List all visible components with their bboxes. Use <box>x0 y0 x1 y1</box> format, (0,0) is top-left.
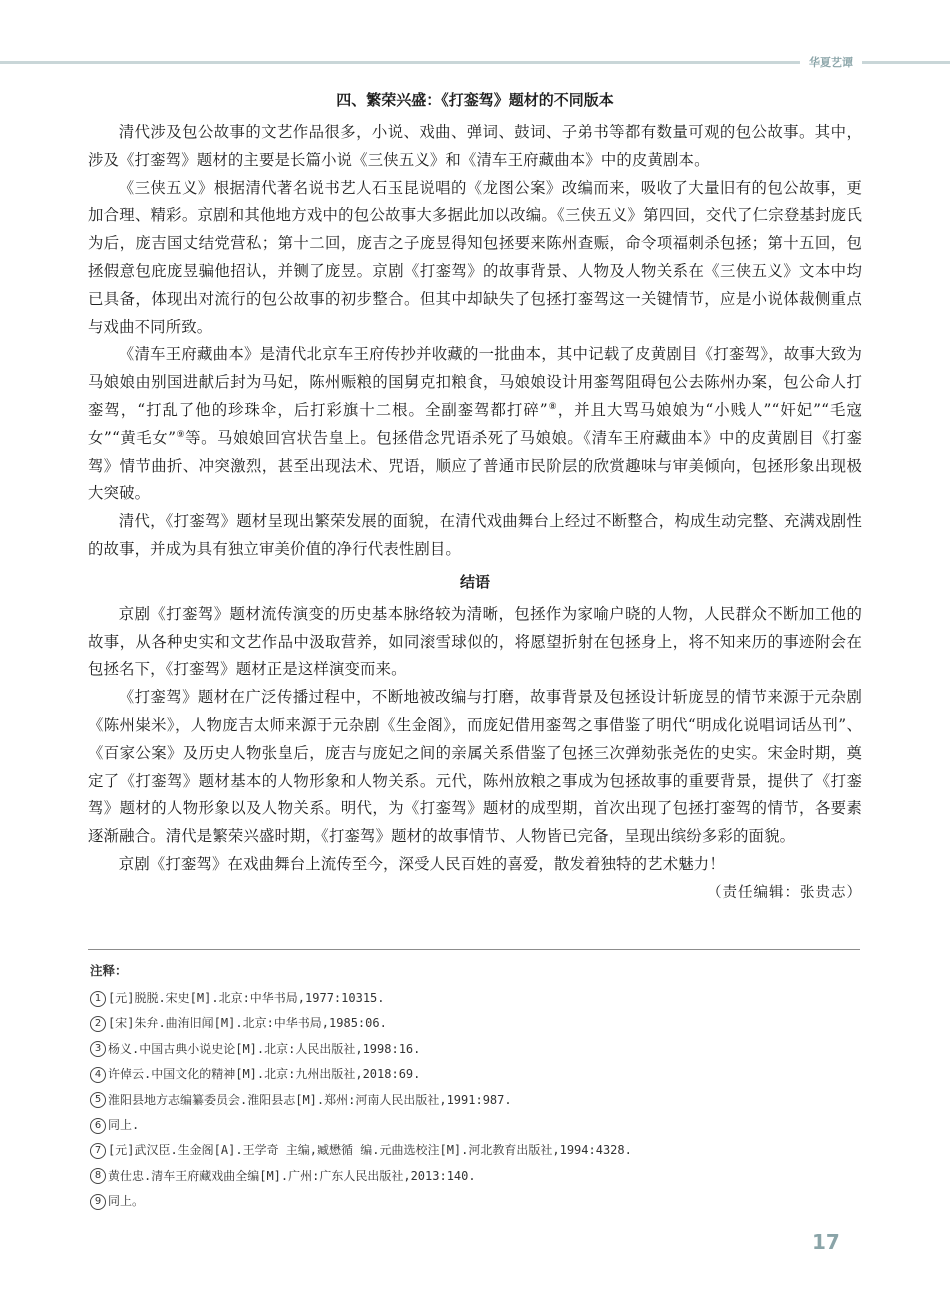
editor-credit: （责任编辑：张贵志） <box>707 884 862 901</box>
note-text: 同上. <box>108 1117 140 1132</box>
notes-heading: 注释： <box>90 963 128 978</box>
paragraph: 清代涉及包公故事的文艺作品很多，小说、戏曲、弹词、鼓词、子弟书等都有数量可观的包公故事。其中，涉及《打銮驾》题材的主要是长篇小说《三侠五义》和《清车王府藏曲本》中的皮黄剧本。 <box>88 123 862 169</box>
note-text: [宋]朱弁.曲洧旧闻[M].北京:中华书局,1985:06. <box>108 1016 387 1031</box>
paragraph: 京剧《打銮驾》在戏曲舞台上流传至今，深受人民百姓的喜爱，散发着独特的艺术魅力！ <box>118 854 725 873</box>
note-item <box>90 1164 850 1189</box>
note-text: 许倬云.中国文化的精神[M].北京:九州出版社,2018:69. <box>108 1067 421 1082</box>
note-item <box>90 1062 850 1087</box>
paragraph <box>88 341 862 508</box>
note-marker: 8 <box>90 1168 106 1184</box>
note-marker: 3 <box>90 1041 106 1057</box>
footnote-ref-9: ⑨ <box>176 429 186 440</box>
note-item <box>90 1113 850 1138</box>
note-item <box>90 986 850 1011</box>
journal-label: 华夏艺谭 <box>809 56 853 69</box>
paragraph-text: ，并且大骂马娘娘为“小贱人”“奸妃”“毛寇女”“黄毛女” <box>88 400 862 447</box>
notes-section <box>90 960 850 1215</box>
notes-divider <box>88 949 860 950</box>
note-item <box>90 1011 850 1036</box>
paragraph: 《三侠五义》根据清代著名说书艺人石玉昆说唱的《龙图公案》改编而来，吸收了大量旧有的包公故事，更加合理、精彩。京剧和其他地方戏中的包公故事大多据此加以改编。《三侠五义》第四回，交代了仁宗登基封庞氏为后，庞吉国丈结党营私；第十二回，庞吉之子庞昱得知包拯要来陈州查赈，命令项福刺杀包拯；第十五回，包拯假意包庇庞昱骗他招认，并铡了庞昱。京剧《打銮驾》的故事背景、人物及人物关系在《三侠五义》文本中均已具备，体现出对流行的包公故事的初步整合。但其中却缺失了包拯打銮驾这一关键情节，应是小说体裁侧重点与戏曲不同所致。 <box>88 178 862 336</box>
article-body <box>88 86 862 905</box>
note-marker: 5 <box>90 1092 106 1108</box>
note-text: 淮阳县地方志编纂委员会.淮阳县志[M].郑州:河南人民出版社,1991:987. <box>108 1092 512 1107</box>
section-title: 四、繁荣兴盛：《打銮驾》题材的不同版本 <box>336 91 614 109</box>
note-marker: 7 <box>90 1143 106 1159</box>
note-text: [元]武汉臣.生金阁[A].王学奇 主编,臧懋循 编.元曲选校注[M].河北教育出版社,1994:4328. <box>108 1143 632 1158</box>
note-item <box>90 1138 850 1163</box>
note-marker: 1 <box>90 991 106 1007</box>
header-rule-right <box>862 61 950 64</box>
note-text: [元]脱脱.宋史[M].北京:中华书局,1977:10315. <box>108 991 385 1005</box>
note-marker: 6 <box>90 1118 106 1134</box>
note-item <box>90 1037 850 1062</box>
note-marker: 4 <box>90 1067 106 1083</box>
page-number: 17 <box>812 1230 840 1254</box>
note-text: 同上。 <box>108 1194 145 1209</box>
paragraph: 《打銮驾》题材在广泛传播过程中，不断地被改编与打磨，故事背景及包拯设计斩庞昱的情节来源于元杂剧《陈州粜米》，人物庞吉太师来源于元杂剧《生金阁》，而庞妃借用銮驾之事借鉴了明代“明成化说唱词话丛刊”、《百家公案》及历史人物张皇后，庞吉与庞妃之间的亲属关系借鉴了包拯三次弹劾张尧佐的史实。宋金时期，奠定了《打銮驾》题材基本的人物形象和人物关系。元代，陈州放粮之事成为包拯故事的重要背景，提供了《打銮驾》题材的人物形象以及人物关系。明代，为《打銮驾》题材的成型期，首次出现了包拯打銮驾的情节，各要素逐渐融合。清代是繁荣兴盛时期，《打銮驾》题材的故事情节、人物皆已完备，呈现出缤纷多彩的面貌。 <box>88 688 862 846</box>
note-item <box>90 1189 850 1214</box>
header-rule-left <box>0 61 800 64</box>
paragraph-text: 等。马娘娘回宫状告皇上。包拯借念咒语杀死了马娘娘。《清车王府藏曲本》中的皮黄剧目《打銮驾》情节曲折、冲突激烈，甚至出现法术、咒语，顺应了普通市民阶层的欣赏趣味与审美倾向，包拯形象出现极大突破。 <box>88 428 862 503</box>
paragraph: 京剧《打銮驾》题材流传演变的历史基本脉络较为清晰，包拯作为家喻户晓的人物，人民群众不断加工他的故事，从各种史实和文艺作品中汲取营养，如同滚雪球似的，将愿望折射在包拯身上，将不知来历的事迹附会在包拯名下，《打銮驾》题材正是这样演变而来。 <box>88 604 862 679</box>
note-marker: 9 <box>90 1194 106 1210</box>
conclusion-title: 结语 <box>459 572 490 591</box>
note-text: 杨义.中国古典小说史论[M].北京:人民出版社,1998:16. <box>108 1041 421 1056</box>
note-text: 黄仕忠.清车王府藏戏曲全编[M].广州:广东人民出版社,2013:140. <box>108 1168 476 1183</box>
paragraph: 清代，《打銮驾》题材呈现出繁荣发展的面貌，在清代戏曲舞台上经过不断整合，构成生动完整、充满戏剧性的故事，并成为具有独立审美价值的净行代表性剧目。 <box>88 512 862 558</box>
note-item <box>90 1088 850 1113</box>
note-marker: 2 <box>90 1016 106 1032</box>
footnote-ref-8: ⑧ <box>547 401 558 412</box>
paragraph-text: 《清车王府藏曲本》是清代北京车王府传抄并收藏的一批曲本，其中记载了皮黄剧目《打銮驾》，故事大致为马娘娘由别国进献后封为马妃，陈州赈粮的国舅克扣粮食，马娘娘设计用銮驾阻碍包公去陈州办案，包公命人打銮驾，“打乱了他的珍珠伞，后打彩旗十二根。全副銮驾都打碎” <box>88 345 862 419</box>
